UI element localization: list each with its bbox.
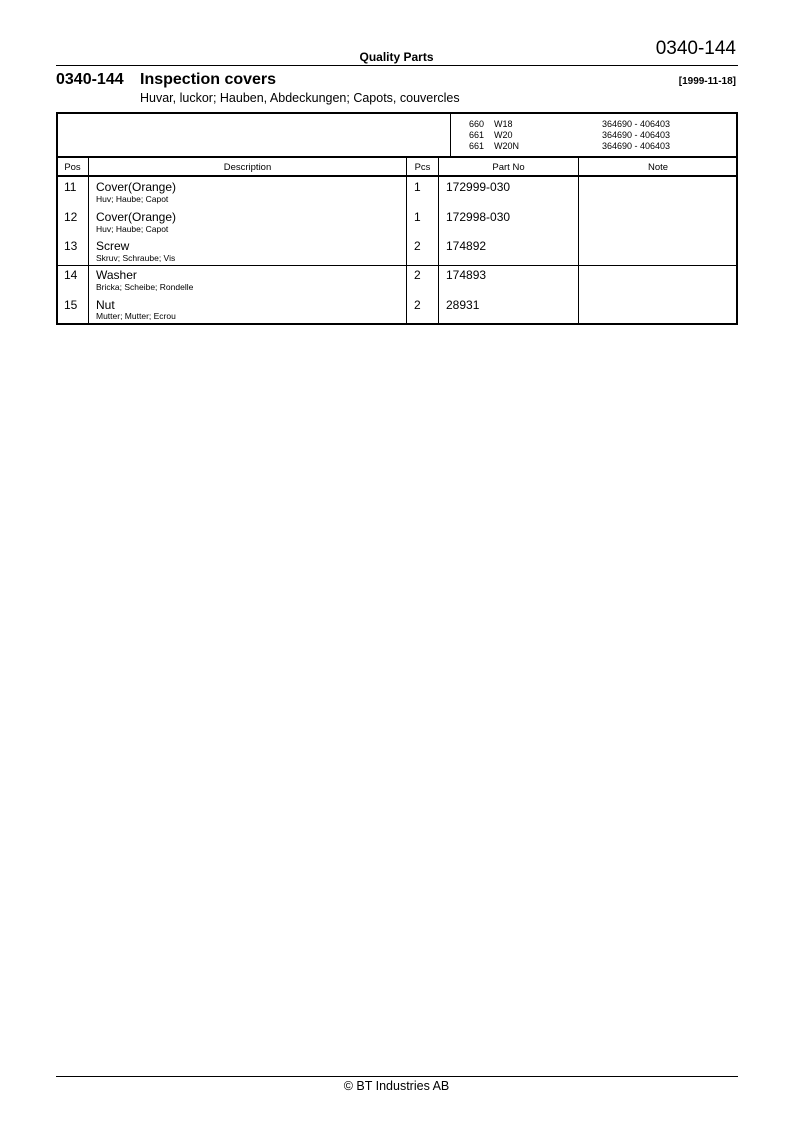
model-list <box>450 112 738 157</box>
column-header-pos: Pos <box>64 162 81 173</box>
model-number: 661 <box>469 141 485 151</box>
model-name: W18 <box>494 119 513 129</box>
row-description: Washer <box>96 268 137 282</box>
row-description: Screw <box>96 239 130 253</box>
model-name: W20 <box>494 130 513 140</box>
row-pcs: 1 <box>414 210 421 224</box>
row-translations: Mutter; Mutter; Ecrou <box>96 311 176 321</box>
row-pcs: 2 <box>414 239 421 253</box>
row-translations: Huv; Haube; Capot <box>96 194 169 204</box>
row-translations: Huv; Haube; Capot <box>96 224 169 234</box>
page-code: 0340-144 <box>655 38 736 59</box>
serial-range: 364690 - 406403 <box>602 141 671 151</box>
column-header-rule <box>56 175 738 177</box>
column-header-description: Description <box>223 162 272 173</box>
row-pos: 14 <box>64 268 78 282</box>
column-header-note: Note <box>647 162 669 173</box>
model-number: 661 <box>469 130 485 140</box>
row-description: Cover(Orange) <box>96 210 177 224</box>
row-pos: 11 <box>64 180 77 194</box>
copyright-notice: © BT Industries AB <box>343 1079 450 1093</box>
row-pcs: 2 <box>414 298 421 312</box>
row-pcs: 2 <box>414 268 421 282</box>
row-translations: Skruv; Schraube; Vis <box>96 253 176 263</box>
group-divider <box>56 265 738 266</box>
column-header-pcs: Pcs <box>414 162 431 173</box>
brand-label: Quality Parts <box>359 50 434 64</box>
section-code: 0340-144 <box>56 71 124 88</box>
footer-rule <box>56 1076 738 1077</box>
page-subtitle: Huvar, luckor; Hauben, Abdeckungen; Capots, couvercles <box>140 91 460 105</box>
row-part-no: 174892 <box>446 239 487 253</box>
column-divider <box>406 157 407 324</box>
row-part-no: 28931 <box>446 298 480 312</box>
column-divider <box>88 157 89 324</box>
row-part-no: 172999-030 <box>446 180 511 194</box>
page-title: Inspection covers <box>140 71 277 88</box>
column-header-part-no: Part No <box>492 162 525 173</box>
row-pos: 15 <box>64 298 78 312</box>
row-pos: 13 <box>64 239 78 253</box>
header-rule <box>56 65 738 66</box>
column-divider <box>578 157 579 324</box>
model-number: 660 <box>469 119 485 129</box>
revision-date: [1999-11-18] <box>678 76 736 87</box>
column-divider <box>438 157 439 324</box>
row-description: Cover(Orange) <box>96 180 177 194</box>
row-translations: Bricka; Scheibe; Rondelle <box>96 282 194 292</box>
row-pos: 12 <box>64 210 78 224</box>
row-pcs: 1 <box>414 180 421 194</box>
row-part-no: 174893 <box>446 268 487 282</box>
row-description: Nut <box>96 298 115 312</box>
serial-range: 364690 - 406403 <box>602 119 671 129</box>
model-name: W20N <box>494 141 520 151</box>
row-part-no: 172998-030 <box>446 210 511 224</box>
serial-range: 364690 - 406403 <box>602 130 671 140</box>
